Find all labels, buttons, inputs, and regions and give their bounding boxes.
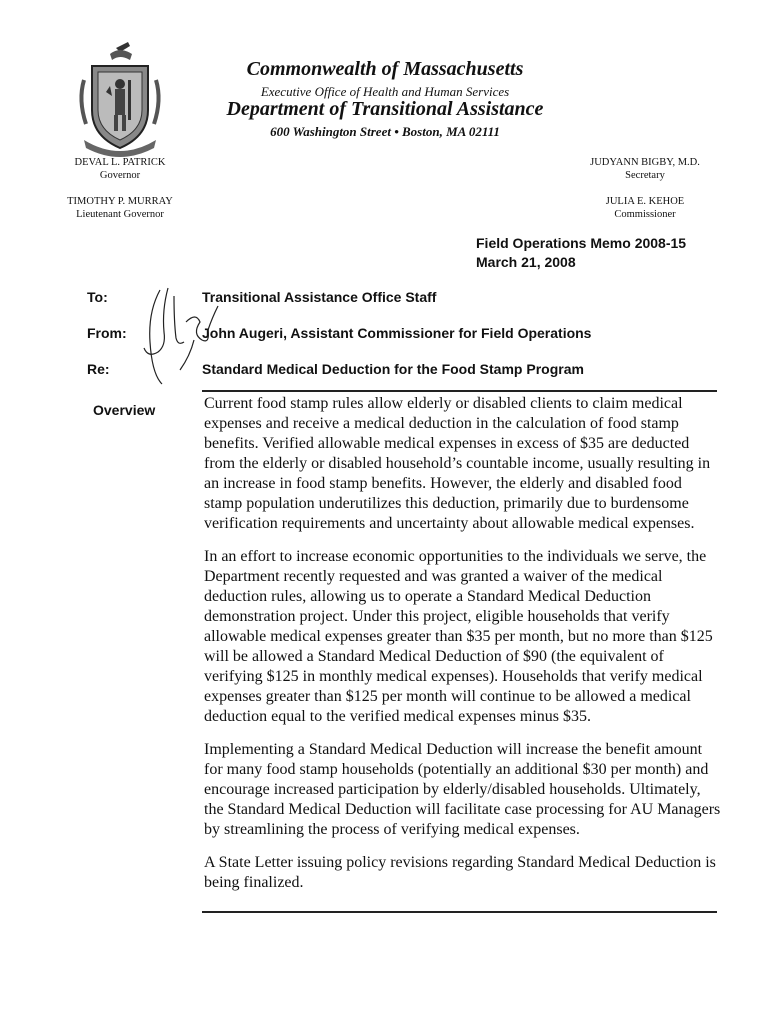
re-value: Standard Medical Deduction for the Food Stamp Program — [202, 361, 584, 377]
official-title: Secretary — [625, 170, 665, 181]
letterhead-organization: Commonwealth of Massachusetts — [246, 58, 524, 80]
re-label: Re: — [87, 361, 110, 377]
section-label-overview: Overview — [93, 402, 156, 418]
letterhead-address: 600 Washington Street • Boston, MA 02111 — [270, 124, 500, 139]
official-commissioner — [580, 195, 710, 221]
paragraph: Current food stamp rules allow elderly or disabled clients to claim medical expenses and receive a medical deduction in the calculation of food stamp benefits. Verified allowable medical expenses in excess of $35 are deducted from the elderly or disabled household’s countable income, usually resulting in an increase in food stamp benefits. However, the elderly and disabled food stamp population underutilizes this deduction, primarily due to burdensome verification requirements and uncertainty about allowable medical expenses. — [204, 395, 711, 532]
official-title: Commissioner — [614, 209, 676, 220]
section-divider-top — [202, 390, 717, 392]
overview-body — [204, 394, 724, 906]
official-secretary — [580, 156, 710, 182]
memo-number: Field Operations Memo 2008-15 — [476, 235, 687, 251]
official-name: DEVAL L. PATRICK — [74, 157, 166, 168]
official-name: JUDYANN BIGBY, M.D. — [590, 157, 700, 168]
letterhead-office: Executive Office of Health and Human Services — [260, 84, 510, 99]
from-value: John Augeri, Assistant Commissioner for Field Operations — [202, 325, 592, 341]
section-divider-bottom — [202, 911, 717, 913]
to-label: To: — [87, 289, 108, 305]
paragraph: A State Letter issuing policy revisions regarding Standard Medical Deduction is being finalized. — [204, 854, 716, 891]
official-name: TIMOTHY P. MURRAY — [67, 196, 173, 207]
official-governor — [52, 156, 188, 182]
handwritten-initials-signature — [130, 282, 220, 392]
paragraph: Implementing a Standard Medical Deduction will increase the benefit amount for many food stamp households (potentially an additional $30 per month) and encourage increased participation by elderly/disabled households. Ultimately, the Standard Medical Deduction will facilitate case processing for AU Managers by streamlining the process of verifying medical expenses. — [204, 741, 721, 838]
memo-date: March 21, 2008 — [476, 254, 576, 270]
official-title: Governor — [99, 170, 141, 181]
official-lieutenant-governor — [52, 195, 188, 221]
letterhead-department: Department of Transitional Assistance — [226, 98, 544, 120]
from-label: From: — [87, 325, 127, 341]
paragraph: In an effort to increase economic opportunities to the individuals we serve, the Department recently requested and was granted a waiver of the medical deduction rules, allowing us to operate a Standard Medical Deduction demonstration project. Under this project, eligible households that verify allowable medical expenses greater than $35 per month, but no more than $125 will be allowed a Standard Medical Deduction of $90 (the equivalent of verifying $125 in monthly medical expenses). Households that verify medical expenses greater than $125 per month will continue to be allowed a medical deduction equal to the verified medical expenses minus $35. — [204, 548, 713, 725]
official-title: Lieutenant Governor — [76, 209, 164, 220]
state-seal-icon — [70, 40, 170, 160]
memo-info — [476, 234, 686, 272]
official-name: JULIA E. KEHOE — [605, 196, 685, 207]
to-value: Transitional Assistance Office Staff — [202, 289, 437, 305]
